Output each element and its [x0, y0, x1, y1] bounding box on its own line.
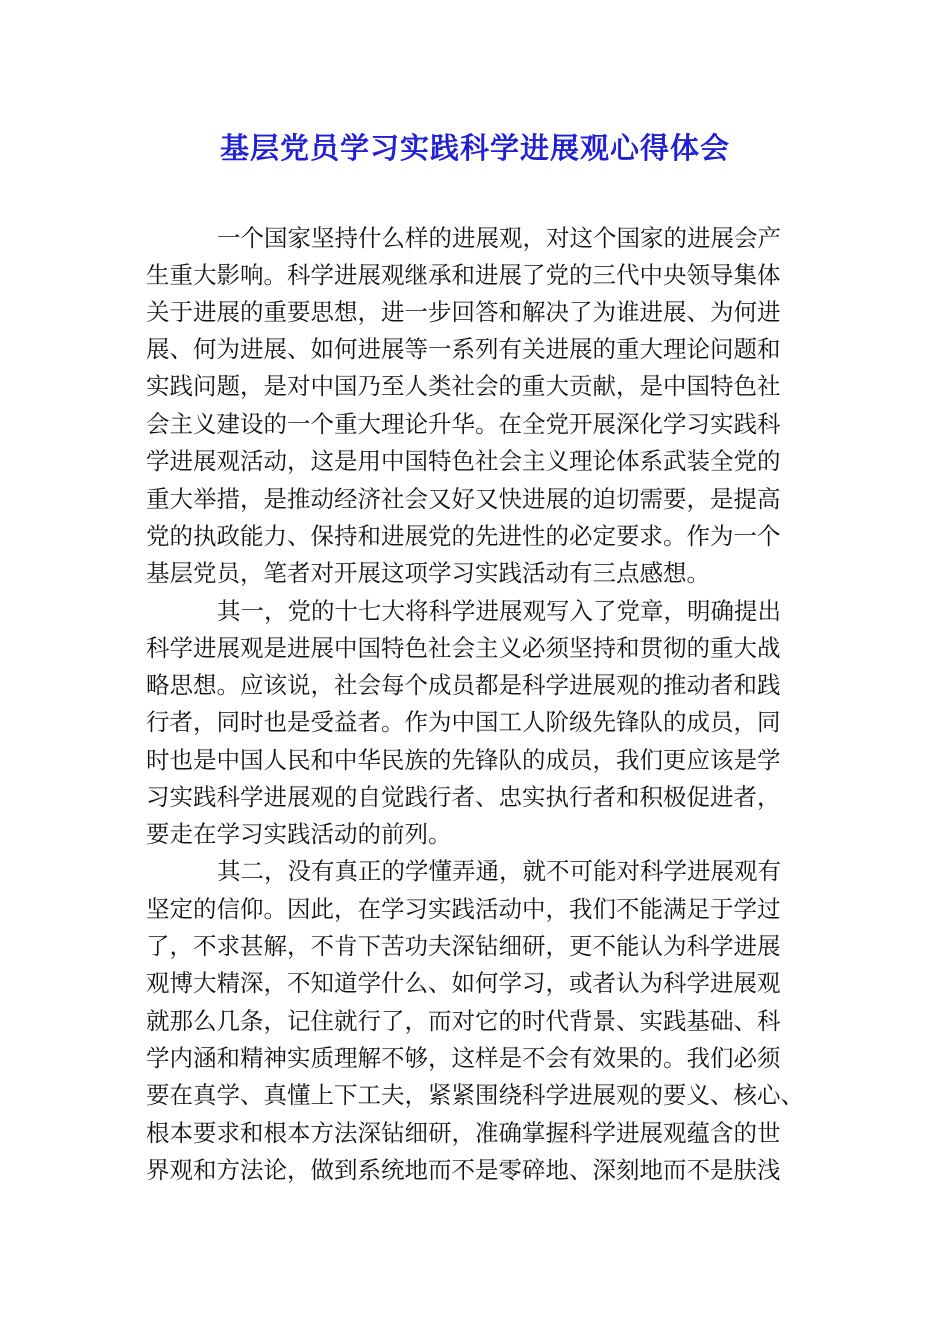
- document-title: 基层党员学习实践科学进展观心得体会: [219, 131, 730, 165]
- paragraph-1-line-2: 生重大影响。科学进展观继承和进展了党的三代中央领导集体: [146, 261, 781, 289]
- paragraph-3-line-2: 坚定的信仰。因此，在学习实践活动中，我们不能满足于学过: [146, 895, 781, 923]
- paragraph-2-line-6: 习实践科学进展观的自觉践行者、忠实执行者和积极促进者，: [146, 783, 781, 811]
- paragraph-1-line-7: 学进展观活动，这是用中国特色社会主义理论体系武装全党的: [146, 447, 781, 475]
- paragraph-2-line-5: 时也是中国人民和中华民族的先锋队的成员，我们更应该是学: [146, 746, 781, 774]
- paragraph-3-line-3: 了，不求甚解，不肯下苦功夫深钻细研，更不能认为科学进展: [146, 932, 781, 960]
- paragraph-3-line-6: 学内涵和精神实质理解不够，这样是不会有效果的。我们必须: [146, 1044, 781, 1072]
- paragraph-2-line-7: 要走在学习实践活动的前列。: [146, 820, 452, 848]
- paragraph-2-line-1: 其一，党的十七大将科学进展观写入了党章，明确提出: [217, 597, 781, 625]
- paragraph-3-line-5: 就那么几条，记住就行了，而对它的时代背景、实践基础、科: [146, 1007, 781, 1035]
- paragraph-3-line-1: 其二，没有真正的学懂弄通，就不可能对科学进展观有: [217, 857, 781, 885]
- paragraph-2-line-2: 科学进展观是进展中国特色社会主义必须坚持和贯彻的重大战: [146, 634, 781, 662]
- paragraph-2-line-4: 行者，同时也是受益者。作为中国工人阶级先锋队的成员，同: [146, 708, 781, 736]
- paragraph-3-line-7: 要在真学、真懂上下工夫，紧紧围绕科学进展观的要义、核心、: [146, 1081, 804, 1109]
- paragraph-3-line-8: 根本要求和根本方法深钻细研，准确掌握科学进展观蕴含的世: [146, 1119, 781, 1147]
- paragraph-1-line-4: 展、何为进展、如何进展等一系列有关进展的重大理论问题和: [146, 335, 781, 363]
- paragraph-1-line-6: 会主义建设的一个重大理论升华。在全党开展深化学习实践科: [146, 410, 781, 438]
- paragraph-1-line-8: 重大举措，是推动经济社会又好又快进展的迫切需要，是提高: [146, 485, 781, 513]
- paragraph-1-line-9: 党的执政能力、保持和进展党的先进性的必定要求。作为一个: [146, 522, 781, 550]
- paragraph-1-line-5: 实践问题，是对中国乃至人类社会的重大贡献，是中国特色社: [146, 372, 781, 400]
- paragraph-1-line-1: 一个国家坚持什么样的进展观，对这个国家的进展会产: [217, 224, 781, 252]
- paragraph-1-line-3: 关于进展的重要思想，进一步回答和解决了为谁进展、为何进: [146, 298, 781, 326]
- paragraph-3-line-9: 界观和方法论，做到系统地而不是零碎地、深刻地而不是肤浅: [146, 1156, 781, 1184]
- paragraph-3-line-4: 观博大精深，不知道学什么、如何学习，或者认为科学进展观: [146, 969, 781, 997]
- paragraph-2-line-3: 略思想。应该说，社会每个成员都是科学进展观的推动者和践: [146, 671, 781, 699]
- paragraph-1-line-10: 基层党员，笔者对开展这项学习实践活动有三点感想。: [146, 559, 710, 587]
